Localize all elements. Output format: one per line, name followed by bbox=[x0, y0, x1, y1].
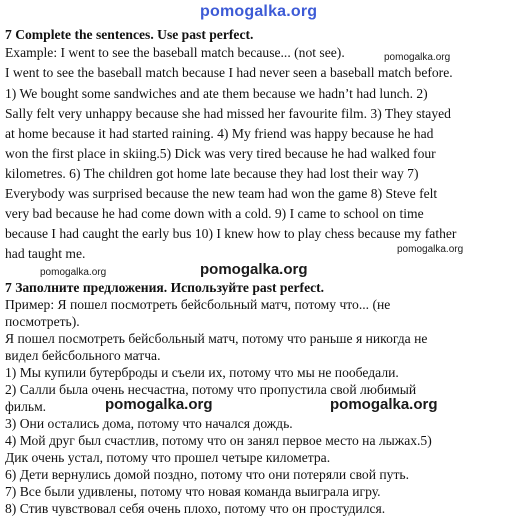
russian-line: Дик очень устал, потому что прошел четыре километра. bbox=[5, 450, 331, 465]
watermark-bottom-right: pomogalka.org bbox=[330, 396, 438, 413]
english-line: kilometres. 6) The children got home late because they had lost their way 7) bbox=[5, 166, 419, 181]
russian-line: 8) Стив чувствовал себя очень плохо, потому что он простудился. bbox=[5, 501, 386, 516]
english-line: won the first place in skiing.5) Dick was very tired because he had walked four bbox=[5, 146, 436, 161]
english-line: very bad because he had come down with a cold. 9) I came to school on time bbox=[5, 206, 424, 221]
english-line: I went to see the baseball match because I had never seen a baseball match before. bbox=[5, 65, 453, 80]
english-line: had taught me. bbox=[5, 246, 86, 261]
russian-line: Я пошел посмотреть бейсбольный матч, потому что раньше я никогда не bbox=[5, 331, 428, 346]
russian-line: 7) Все были удивлены, потому что новая команда выиграла игру. bbox=[5, 484, 381, 499]
english-line: because I had caught the early bus 10) I knew how to play chess because my father bbox=[5, 226, 457, 241]
english-line: 1) We bought some sandwiches and ate them because we hadn’t had lunch. 2) bbox=[5, 86, 428, 101]
russian-line: 6) Дети вернулись домой поздно, потому что они потеряли свой путь. bbox=[5, 467, 409, 482]
english-line: Everybody was surprised because the new team had won the game 8) Steve felt bbox=[5, 186, 438, 201]
russian-line: 2) Салли была очень несчастна, потому что пропустила свой любимый bbox=[5, 382, 417, 397]
english-line: Sally felt very unhappy because she had missed her favourite film. 3) They stayed bbox=[5, 106, 451, 121]
english-line: Example: I went to see the baseball match because... (not see). bbox=[5, 45, 345, 60]
english-line: at home because it had started raining. 4) My friend was happy because he had bbox=[5, 126, 434, 141]
russian-line: посмотреть). bbox=[5, 314, 80, 329]
watermark-small: pomogalka.org bbox=[397, 244, 464, 255]
watermark-top: pomogalka.org bbox=[200, 3, 318, 20]
russian-line: фильм. bbox=[5, 399, 47, 414]
watermark-bottom-left: pomogalka.org bbox=[105, 396, 213, 413]
russian-heading: 7 Заполните предложения. Используйте past perfect. bbox=[5, 280, 325, 295]
russian-line: Пример: Я пошел посмотреть бейсбольный матч, потому что... (не bbox=[5, 297, 391, 312]
russian-line: видел бейсбольного матча. bbox=[5, 348, 161, 363]
watermark-small: pomogalka.org bbox=[40, 267, 107, 278]
russian-line: 3) Они остались дома, потому что начался дождь. bbox=[5, 416, 293, 431]
russian-line: 4) Мой друг был счастлив, потому что он занял первое место на лыжах.5) bbox=[5, 433, 432, 448]
russian-line: 1) Мы купили бутерброды и съели их, потому что мы не пообедали. bbox=[5, 365, 399, 380]
watermark-small: pomogalka.org bbox=[384, 52, 451, 63]
watermark-mid: pomogalka.org bbox=[200, 261, 308, 278]
english-heading: 7 Complete the sentences. Use past perfect. bbox=[5, 27, 254, 42]
